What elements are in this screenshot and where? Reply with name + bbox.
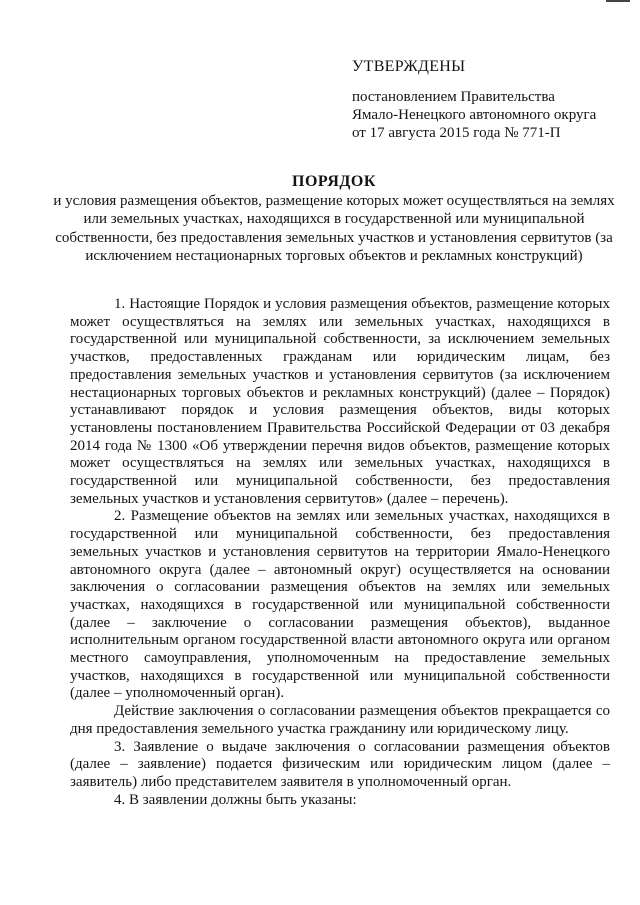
approval-block [352,58,622,142]
approval-title: УТВЕРЖДЕНЫ [352,58,466,75]
document-title: ПОРЯДОК [292,173,376,190]
paragraph-2-cont: Действие заключения о согласовании размещения объектов прекращается со дня предоставления земельного участка гражданину или юридическому лицу. [70,703,610,737]
document-heading [40,173,628,266]
paragraph-2: 2. Размещение объектов на землях или земельных участках, находящихся в государственной или муниципальной собственности, без предоставления земельных участков и установления сервитутов на территории Ямало-Ненецкого автономного округа (далее – автономный округ) осуществляется на основании заключения о согласовании размещения объектов на землях или земельных участках, находящихся в государственной или муниципальной собственности (далее – заключение о согласовании размещения объектов), выданное исполнительным органом государственной власти автономного округа или органом местного самоуправления, уполномоченным на предоставление земельных участков, находящихся в государственной или муниципальной собственности (далее – уполномоченный орган). [70,508,610,702]
paragraph-3: 3. Заявление о выдаче заключения о согласовании размещения объектов (далее – заявление) подается физическим или юридическим лицом (далее – заявитель) либо представителем заявителя в уполномоченный орган. [70,738,610,790]
document-subtitle: и условия размещения объектов, размещение которых может осуществляться на землях или земельных участках, находящихся в государственной или муниципальной собственности, без предоставления земельных участков и установления сервитутов (за исключением нестационарных торговых объектов и рекламных конструкций) [53,192,615,264]
approval-line-2: Ямало-Ненецкого автономного округа [352,107,597,123]
document-body [70,296,610,809]
paragraph-1: 1. Настоящие Порядок и условия размещения объектов, размещение которых может осуществляться на землях или земельных участках, находящихся в государственной или муниципальной собственности, за исключением земельных участков, предоставленных гражданам или юридическим лицам, без предоставления земельных участков и установления сервитутов (за исключением нестационарных торговых объектов и рекламных конструкций) (далее – Порядок) устанавливают порядок и условия размещения объектов, виды которых установлены постановлением Правительства Российской Федерации от 03 декабря 2014 года № 1300 «Об утверждении перечня видов объектов, размещение которых может осуществляться на землях или земельных участках, находящихся в государственной или муниципальной собственности, без предоставления земельных участков и установления сервитутов» (далее – перечень). [70,296,610,507]
paragraph-4: 4. В заявлении должны быть указаны: [114,791,357,808]
scan-mark [606,0,630,2]
approval-line-3: от 17 августа 2015 года № 771-П [352,125,561,141]
approval-line-1: постановлением Правительства [352,89,555,105]
